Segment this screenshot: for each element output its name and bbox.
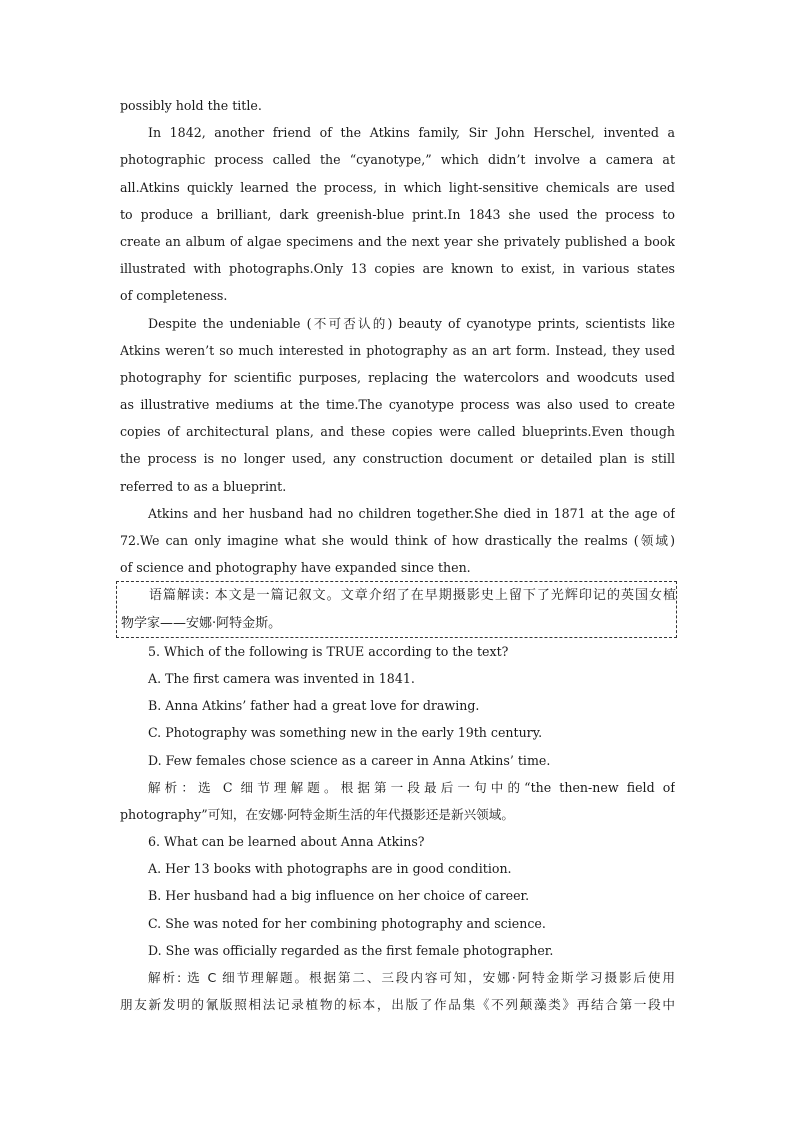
text-line: of completeness. — [120, 288, 228, 304]
interpretation-line: 语篇解读: 本文是一篇记叙文。文章介绍了在早期摄影史上留下了光辉印记的英国女植 — [149, 588, 676, 604]
question-stem: 5. Which of the following is TRUE according to the text? — [148, 643, 509, 659]
text-line: the process is no longer used, any construction document or detailed plan is still — [120, 451, 675, 467]
text-line: copies of architectural plans, and these copies were called blueprints.Even though — [120, 424, 675, 440]
text-line: to produce a brilliant, dark greenish-blue print.In 1843 she used the process to — [120, 206, 675, 222]
text-line: all.Atkins quickly learned the process, in which light-sensitive chemicals are used — [120, 179, 675, 195]
analysis-line: 解析：选 C 细节理解题。根据第一段最后一句中的“the then-new field of — [148, 779, 675, 795]
option-c: C. Photography was something new in the early 19th century. — [148, 725, 543, 741]
text-line: referred to as a blueprint. — [120, 478, 287, 494]
text-line: possibly hold the title. — [120, 98, 262, 113]
option-b: B. Anna Atkins’ father had a great love for drawing. — [148, 698, 480, 714]
paragraph-herschel — [120, 119, 675, 309]
text-line: of science and photography have expanded since then. — [120, 560, 471, 576]
text-line: photography for scientific purposes, replacing the watercolors and woodcuts used — [120, 369, 675, 385]
text-line: Atkins and her husband had no children together.She died in 1871 at the age of — [148, 505, 675, 521]
question-5 — [120, 638, 675, 828]
interpretation-line: 物学家——安娜·阿特金斯。 — [121, 615, 282, 631]
paragraph-ending — [120, 500, 675, 582]
text-line: create an album of algae specimens and the next year she privately published a book — [120, 233, 675, 249]
option-a: A. The first camera was invented in 1841. — [148, 670, 415, 686]
document-page — [120, 92, 675, 1018]
text-line: photographic process called the “cyanotype,” which didn’t involve a camera at — [120, 152, 675, 168]
text-line: In 1842, another friend of the Atkins family, Sir John Herschel, invented a — [148, 125, 675, 141]
option-a: A. Her 13 books with photographs are in good condition. — [148, 861, 512, 877]
interpretation-box — [116, 581, 677, 637]
paragraph-blueprint — [120, 310, 675, 500]
text-line: illustrated with photographs.Only 13 copies are known to exist, in various states — [120, 261, 675, 277]
text-line: as illustrative mediums at the time.The cyanotype process was also used to create — [120, 397, 675, 413]
option-d: D. She was officially regarded as the first female photographer. — [148, 942, 554, 958]
option-b: B. Her husband had a big influence on her choice of career. — [148, 888, 530, 904]
analysis-line: photography”可知，在安娜·阿特金斯生活的年代摄影还是新兴领域。 — [120, 806, 514, 822]
analysis-line: 解析: 选 C 细节理解题。根据第二、三段内容可知，安娜·阿特金斯学习摄影后使用 — [148, 970, 675, 985]
text-line: 72.We can only imagine what she would think of how drastically the realms (领域) — [120, 533, 675, 548]
option-c: C. She was noted for her combining photography and science. — [148, 915, 546, 931]
text-line: Atkins weren’t so much interested in photography as an art form. Instead, they used — [120, 342, 675, 358]
option-d: D. Few females chose science as a career in Anna Atkins’ time. — [148, 752, 551, 768]
question-6 — [120, 828, 675, 1018]
analysis-line: 朋友新发明的氰版照相法记录植物的标本，出版了作品集《不列颠藻类》再结合第一段中 — [120, 997, 675, 1013]
paragraph-continuation — [120, 92, 675, 119]
question-stem: 6. What can be learned about Anna Atkins? — [148, 834, 425, 850]
text-line: Despite the undeniable (不可否认的) beauty of cyanotype prints, scientists like — [148, 315, 675, 331]
